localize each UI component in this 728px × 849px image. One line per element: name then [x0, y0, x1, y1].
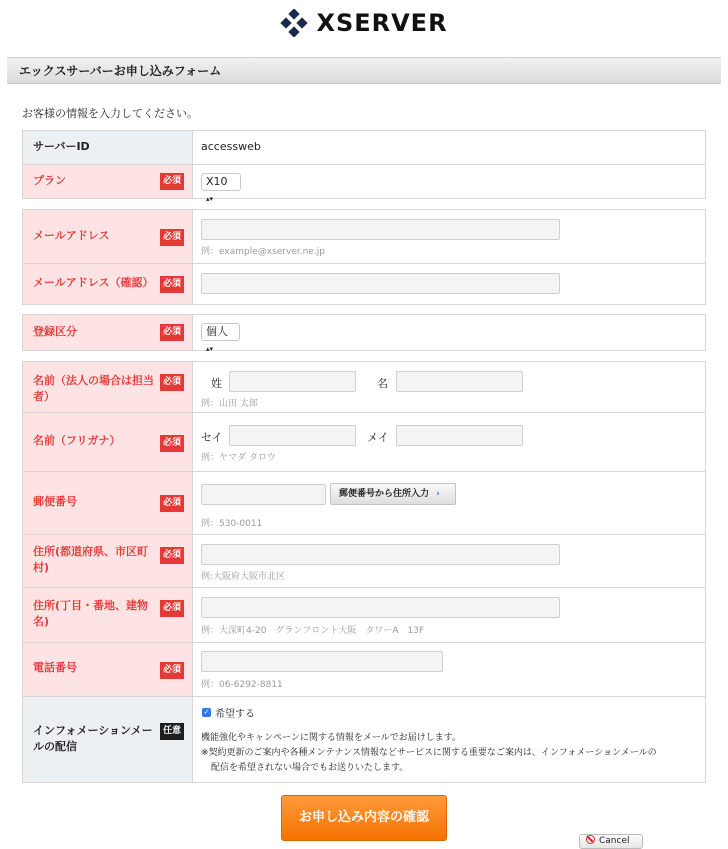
address1-input[interactable]	[201, 544, 560, 565]
newsletter-disclaimer-line1: ※契約更新のご案内や各種メンテナンス情報などサービスに関する重要なご案内は、インフォメーションメールの	[201, 748, 657, 758]
plan-select[interactable]	[201, 173, 241, 203]
required-badge: 必須	[160, 276, 184, 293]
address1-row	[23, 534, 705, 587]
plan-select-value: X10	[206, 175, 228, 188]
address1-hint: 例:大阪府大阪市北区	[201, 572, 286, 582]
address2-hint: 例：大深町4-20 グランフロント大阪 タワーA 13F	[201, 626, 425, 636]
sei-kana-label: セイ	[201, 431, 223, 444]
address2-input[interactable]	[201, 597, 560, 618]
sei-label: 姓	[211, 377, 222, 390]
plan-label: プラン	[33, 174, 66, 187]
confirm-button[interactable]: お申し込み内容の確認	[281, 795, 447, 841]
plan-row	[23, 164, 705, 203]
optional-badge: 任意	[160, 723, 184, 740]
mei-kana-label: メイ	[367, 431, 389, 444]
chevron-right-icon: ›	[436, 489, 440, 499]
postal-hint: 例：530-0011	[201, 519, 263, 529]
name-row	[23, 362, 705, 412]
newsletter-label: インフォメーションメールの配信	[33, 724, 153, 753]
newsletter-row	[23, 696, 705, 782]
email-input[interactable]	[201, 219, 560, 240]
email-confirm-input[interactable]	[201, 273, 560, 294]
registration-select-value: 個人	[206, 325, 228, 338]
email-block	[22, 209, 706, 305]
address2-label: 住所(丁目・番地、建物名)	[33, 599, 149, 628]
newsletter-disclaimer-line2: 配信を希望されない場合でもお送りいたします。	[211, 763, 409, 773]
registration-label: 登録区分	[33, 325, 77, 338]
postal-lookup-label: 郵便番号から住所入力	[339, 489, 430, 499]
intro-text: お客様の情報を入力してください。	[22, 107, 198, 120]
required-badge: 必須	[160, 662, 184, 679]
required-badge: 必須	[160, 495, 184, 512]
postal-label: 郵便番号	[33, 495, 77, 508]
form-title: エックスサーバーお申し込みフォーム	[7, 57, 721, 84]
registration-block	[22, 314, 706, 351]
required-badge: 必須	[160, 547, 184, 564]
required-badge: 必須	[160, 229, 184, 246]
postal-input[interactable]	[201, 484, 326, 505]
required-badge: 必須	[160, 600, 184, 617]
email-confirm-row	[23, 263, 705, 304]
address1-label: 住所(都道府県、市区町村)	[33, 545, 149, 574]
address2-row	[23, 587, 705, 642]
name-hint: 例：山田 太郎	[201, 399, 258, 409]
cancel-icon	[586, 835, 595, 844]
required-badge: 必須	[160, 324, 184, 341]
first-name-input[interactable]	[396, 371, 523, 392]
name-kana-label: 名前（フリガナ）	[33, 434, 121, 447]
email-label: メールアドレス	[33, 229, 110, 242]
name-kana-hint: 例：ヤマダ タロウ	[201, 453, 276, 463]
mei-label: 名	[377, 377, 388, 390]
newsletter-note: 機能強化やキャンペーンに関する情報をメールでお届けします。	[201, 733, 461, 743]
xserver-logo-icon	[280, 9, 308, 37]
newsletter-checkbox[interactable]: ✓	[203, 708, 210, 716]
email-confirm-label: メールアドレス（確認）	[33, 276, 154, 289]
postal-row	[23, 471, 705, 534]
name-label: 名前（法人の場合は担当者）	[33, 374, 154, 403]
email-row	[23, 210, 705, 263]
name-kana-row	[23, 412, 705, 471]
registration-select[interactable]	[201, 323, 240, 353]
postal-lookup-button[interactable]	[330, 483, 456, 505]
server-id-value: accessweb	[201, 140, 261, 153]
last-name-kana-input[interactable]	[229, 425, 356, 446]
logo-text: XSERVER	[316, 9, 448, 37]
server-block	[22, 130, 706, 203]
required-badge: 必須	[160, 173, 184, 190]
required-badge: 必須	[160, 435, 184, 452]
phone-hint: 例：06-6292-8811	[201, 680, 283, 690]
personal-info-block	[22, 361, 706, 783]
server-id-row	[23, 131, 705, 164]
phone-row	[23, 642, 705, 696]
last-name-input[interactable]	[229, 371, 356, 392]
select-arrows-icon: ▴▾	[206, 195, 214, 203]
phone-label: 電話番号	[33, 661, 77, 674]
server-id-label: サーバーID	[33, 140, 90, 153]
newsletter-checkbox-label: 希望する	[215, 709, 255, 720]
registration-row	[23, 315, 705, 353]
email-hint: 例：example@xserver.ne.jp	[201, 247, 325, 257]
required-badge: 必須	[160, 374, 184, 391]
phone-input[interactable]	[201, 651, 443, 672]
first-name-kana-input[interactable]	[396, 425, 523, 446]
xserver-logo	[0, 9, 728, 37]
cancel-label: Cancel	[599, 836, 630, 846]
select-arrows-icon: ▴▾	[206, 345, 214, 353]
